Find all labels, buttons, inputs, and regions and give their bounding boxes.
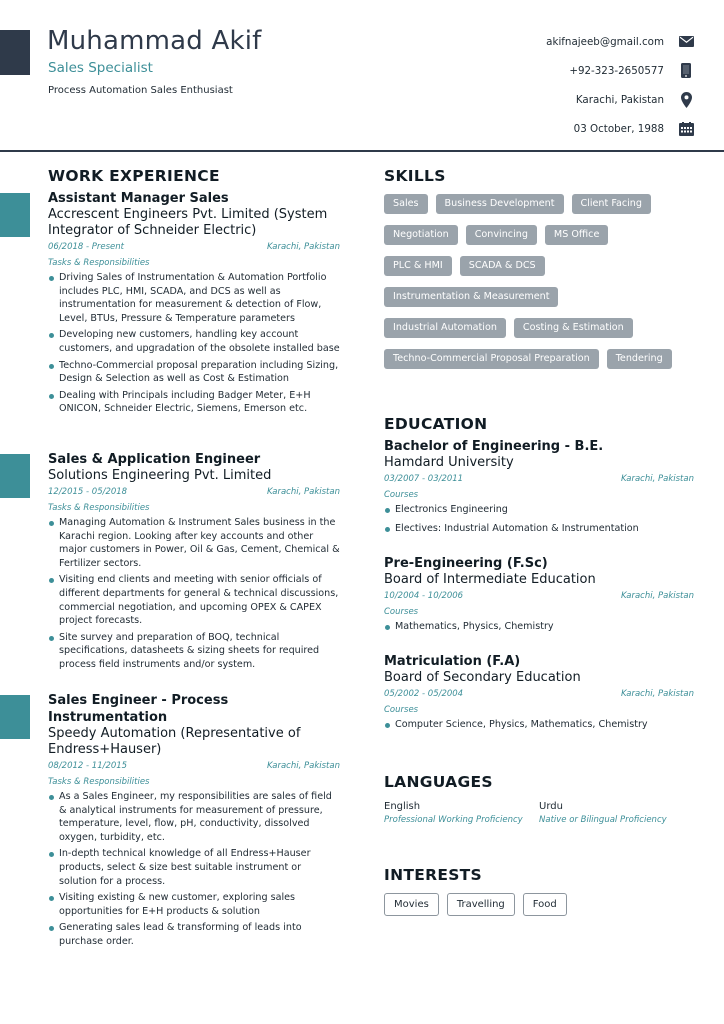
location-text: Karachi, Pakistan	[575, 93, 664, 106]
skill-chip: SCADA & DCS	[460, 256, 545, 276]
email-text[interactable]: akifnajeeb@gmail.com	[546, 35, 664, 48]
job-location: Karachi, Pakistan	[267, 487, 340, 497]
tasks-label: Tasks & Responsibilities	[48, 503, 150, 513]
job-role: Assistant Manager Sales	[48, 191, 229, 206]
tasks-label: Tasks & Responsibilities	[48, 777, 150, 787]
list-item: Site survey and preparation of BOQ, technical specifications, datasheets & sizing sheets for required process field instruments and/or system.	[48, 631, 340, 672]
skill-chip: Techno-Commercial Proposal Preparation	[384, 349, 599, 369]
list-item: Visiting existing & new customer, exploring sales opportunities for E+H products & solution	[48, 891, 340, 918]
skill-chip: Industrial Automation	[384, 318, 506, 338]
list-item: Techno-Commercial proposal preparation including Sizing, Design & Selection as well as Cost & Estimation	[48, 359, 340, 386]
courses-label: Courses	[384, 705, 419, 715]
list-item: As a Sales Engineer, my responsibilities are sales of field & analytical instruments for measurement of pressure, temperature, level, flow, pH, conductivity, dissolved oxygen, turbidity, etc.	[48, 790, 340, 844]
skill-row	[384, 287, 694, 307]
job-location: Karachi, Pakistan	[267, 761, 340, 771]
job-location: Karachi, Pakistan	[267, 242, 340, 252]
interest-chip: Movies	[384, 893, 439, 916]
list-item: Mathematics, Physics, Chemistry	[384, 620, 694, 634]
job-role: Sales Engineer - Process Instrumentation	[48, 693, 229, 725]
list-item: In-depth technical knowledge of all Endress+Hauser products, select & size best suitable instrument or solution for a process.	[48, 847, 340, 888]
courses-label: Courses	[384, 607, 419, 617]
skill-chip: Client Facing	[572, 194, 651, 214]
courses-label: Courses	[384, 490, 419, 500]
education-entry	[384, 438, 694, 538]
job-entry	[48, 451, 340, 675]
edu-dates: 03/2007 - 03/2011	[384, 474, 464, 484]
birthdate-text: 03 October, 1988	[573, 122, 664, 135]
languages-list	[384, 800, 694, 827]
language-level: Professional Working Proficiency	[384, 815, 523, 825]
job-bullets	[48, 790, 340, 949]
list-item: Computer Science, Physics, Mathematics, Chemistry	[384, 718, 694, 732]
edu-degree: Pre-Engineering (F.Sc)	[384, 556, 548, 571]
job-role: Sales & Application Engineer	[48, 452, 261, 467]
language-name: Urdu	[539, 801, 563, 812]
list-item: Generating sales lead & transforming of leads into purchase order.	[48, 921, 340, 948]
job-accent-bar	[0, 695, 30, 739]
skill-chip: Negotiation	[384, 225, 458, 245]
list-item: Electives: Industrial Automation & Instrumentation	[384, 522, 694, 536]
job-entry	[48, 692, 340, 952]
edu-meta	[384, 473, 694, 486]
work-experience-section	[48, 167, 340, 947]
edu-school: Board of Intermediate Education	[384, 572, 596, 587]
interests-list	[384, 893, 575, 916]
skill-chip: Business Development	[436, 194, 564, 214]
skills-list	[384, 194, 694, 380]
contact-phone[interactable]	[394, 56, 694, 85]
location-icon	[678, 92, 694, 108]
language-name: English	[384, 801, 421, 812]
edu-location: Karachi, Pakistan	[621, 689, 694, 699]
edu-location: Karachi, Pakistan	[621, 591, 694, 601]
edu-school: Hamdard University	[384, 455, 514, 470]
candidate-title: Sales Specialist	[48, 60, 153, 76]
skill-chip: PLC & HMI	[384, 256, 452, 276]
interests-heading: INTERESTS	[384, 866, 483, 884]
list-item: Dealing with Principals including Badger Meter, E+H ONICON, Schneider Electric, Siemens, Emerson etc.	[48, 389, 340, 416]
job-company: Solutions Engineering Pvt. Limited	[48, 468, 272, 483]
job-dates: 06/2018 - Present	[48, 242, 125, 252]
contact-block	[394, 27, 694, 143]
tasks-label: Tasks & Responsibilities	[48, 258, 150, 268]
edu-degree: Bachelor of Engineering - B.E.	[384, 439, 604, 454]
skill-row	[384, 225, 694, 245]
phone-icon	[678, 63, 694, 78]
job-dates: 12/2015 - 05/2018	[48, 487, 128, 497]
skill-row	[384, 349, 694, 369]
mail-icon	[678, 36, 694, 47]
skill-chip: Sales	[384, 194, 428, 214]
job-entry	[48, 190, 340, 419]
skill-chip: Instrumentation & Measurement	[384, 287, 558, 307]
edu-school: Board of Secondary Education	[384, 670, 581, 685]
edu-dates: 05/2002 - 05/2004	[384, 689, 464, 699]
list-item: Managing Automation & Instrument Sales business in the Karachi region. Looking after key accounts and other major customers in Power, Oil & Gas, Cement, Chemical & Fertilizer sectors.	[48, 516, 340, 570]
job-meta	[48, 760, 340, 773]
skill-chip: MS Office	[545, 225, 608, 245]
right-column	[384, 167, 694, 910]
work-experience-heading: WORK EXPERIENCE	[48, 167, 220, 185]
job-bullets	[48, 271, 340, 416]
job-company: Speedy Automation (Representative of Endress+Hauser)	[48, 726, 301, 757]
education-entry	[384, 653, 694, 735]
phone-text[interactable]: +92-323-2650577	[569, 64, 664, 77]
interest-chip: Food	[523, 893, 567, 916]
edu-location: Karachi, Pakistan	[621, 474, 694, 484]
language-item	[384, 800, 539, 827]
list-item: Electronics Engineering	[384, 503, 694, 517]
course-list	[384, 620, 694, 634]
edu-dates: 10/2004 - 10/2006	[384, 591, 464, 601]
language-level: Native or Bilingual Proficiency	[539, 815, 667, 825]
candidate-tagline: Process Automation Sales Enthusiast	[48, 85, 233, 96]
job-meta	[48, 241, 340, 254]
edu-meta	[384, 688, 694, 701]
header-accent-block	[0, 30, 30, 75]
course-list	[384, 718, 694, 732]
candidate-name: Muhammad Akif	[47, 26, 262, 56]
contact-location	[394, 85, 694, 114]
contact-email[interactable]	[394, 27, 694, 56]
education-heading: EDUCATION	[384, 415, 488, 433]
skill-chip: Tendering	[607, 349, 672, 369]
language-item	[539, 800, 694, 827]
job-company: Accrescent Engineers Pvt. Limited (System Integrator of Schneider Electric)	[48, 207, 328, 238]
list-item: Driving Sales of Instrumentation & Automation Portfolio includes PLC, HMI, SCADA, and DCS as well as instrumentation for measurement & detection of Flow, Level, BTUs, Pressure & Temperature parameters	[48, 271, 340, 325]
contact-birthdate	[394, 114, 694, 143]
skill-row	[384, 256, 694, 276]
education-entry	[384, 555, 694, 637]
edu-meta	[384, 590, 694, 603]
list-item: Visiting end clients and meeting with senior officials of different departments for general & technical discussions, commercial negotiation, and upcoming OPEX & CAPEX project forecasts.	[48, 573, 340, 627]
skill-chip: Convincing	[466, 225, 537, 245]
job-accent-bar	[0, 193, 30, 237]
skill-chip: Costing & Estimation	[514, 318, 633, 338]
interest-chip: Travelling	[447, 893, 515, 916]
job-meta	[48, 486, 340, 499]
job-dates: 08/2012 - 11/2015	[48, 761, 128, 771]
skill-row	[384, 318, 694, 338]
list-item: Developing new customers, handling key account customers, and upgradation of the obsolete installed base	[48, 328, 340, 355]
job-accent-bar	[0, 454, 30, 498]
languages-heading: LANGUAGES	[384, 773, 493, 791]
header-divider	[0, 150, 724, 152]
calendar-icon	[678, 122, 694, 136]
skill-row	[384, 194, 694, 214]
edu-degree: Matriculation (F.A)	[384, 654, 521, 669]
course-list	[384, 503, 694, 535]
job-bullets	[48, 516, 340, 672]
skills-heading: SKILLS	[384, 167, 446, 185]
